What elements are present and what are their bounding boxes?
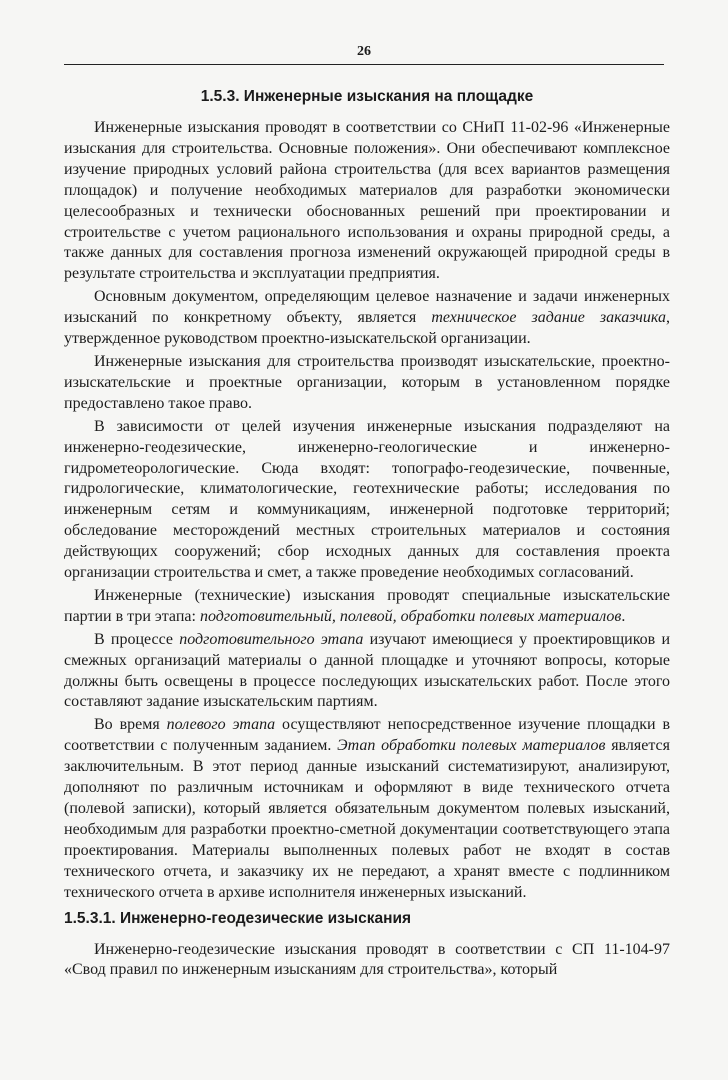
text-run: Инженерные изыскания для строительства производят изыскательские, проектно-изыскательские и проектные организации, которым в установленном порядке предоставлено такое право.: [64, 352, 670, 412]
text-run: В зависимости от целей изучения инженерные изыскания подразделяют на инженерно-геодезические, инженерно-геологические и инженерно-гидрометеорологические. Сюда входят: топографо-геодезические, почвенные, гидрологические, климатологические, геотехнические работы; исследования по инженерным сетям и коммуникациям, инженерной подготовке территорий; обследование месторождений местных строительных материалов и состояния действующих сооружений; сбор исходных данных для составления проекта организации строительства и смет, а также проведение необходимых согласований.: [64, 417, 670, 582]
text-run: Инженерные изыскания проводят в соответствии со СНиП 11-02-96 «Инженерные изыскания для строительства. Основные положения». Они обеспечивают комплексное изучение природных условий района строительства (для всех вариантов размещения площадок) и получение необходимых материалов для разработки экономически целесообразных и технически обоснованных решений при проектировании и строительстве с учетом рационального использования и охраны природной среды, а также данных для составления прогноза изменений окружающей природной среды в результате строительства и эксплуатации предприятия.: [64, 119, 670, 283]
body-paragraph: [64, 352, 670, 415]
italic-emphasis: подготовительный, полевой, обработки полевых материалов: [199, 607, 622, 625]
italic-emphasis: полевого этапа: [166, 716, 276, 734]
subsection-body: [64, 940, 670, 982]
text-run: Инженерные (технические) изыскания проводят специальные изыскательские партии в три этапа:: [64, 586, 670, 625]
text-run: .: [621, 607, 626, 625]
body-paragraph: [64, 586, 670, 628]
body-paragraph: [64, 287, 670, 350]
text-run: Инженерно-геодезические изыскания проводят в соответствии с СП 11-104-97 «Свод правил по инженерным изысканиям для строительства», который: [64, 940, 670, 979]
body-paragraph: [64, 417, 670, 584]
header-divider: [64, 64, 664, 65]
text-run: , утвержденное руководством проектно-изыскательской организации.: [64, 309, 670, 348]
text-run: В процессе: [94, 630, 180, 648]
text-run: является заключительным. В этот период данные изысканий систематизируют, анализируют, дополняют по различным источникам и оформляют в виде технического отчета (полевой записки), который является обязательным документом полевых изысканий, необходимым для разработки проектно-сметной документации соответствующего этапа проектирования. Материалы выполненных полевых работ не входят в состав технического отчета, и заказчику их не передают, а хранят вместе с подлинником технического отчета в архиве исполнителя инженерных изысканий.: [64, 737, 670, 901]
text-run: Основным документом, определяющим целевое назначение и задачи инженерных изысканий по конкретному объекту, является: [64, 288, 670, 327]
body-paragraph: [64, 715, 670, 903]
section-body: [64, 118, 670, 904]
italic-emphasis: Этап обработки полевых материалов: [337, 737, 606, 755]
page-number: 26: [357, 44, 371, 59]
page-content: [64, 88, 670, 983]
subsection-title: 1.5.3.1. Инженерно-геодезические изыскания: [64, 909, 412, 927]
body-paragraph: [64, 118, 670, 285]
body-paragraph: [64, 630, 670, 714]
italic-emphasis: подготовительного этапа: [179, 630, 364, 648]
body-paragraph: [64, 940, 670, 982]
text-run: Во время: [94, 716, 167, 734]
section-title: 1.5.3. Инженерные изыскания на площадке: [200, 88, 534, 105]
text-run: изучают имеющиеся у проектировщиков и смежных организаций материалы о данной площадке и уточняют вопросы, которые должны быть освещены в процессе последующих изыскательских работ. После этого составляют задание изыскательским партиям.: [64, 630, 671, 711]
italic-emphasis: техническое задание заказчика: [431, 309, 666, 327]
text-run: осуществляют непосредственное изучение площадки в соответствии с полученным заданием.: [64, 716, 671, 755]
